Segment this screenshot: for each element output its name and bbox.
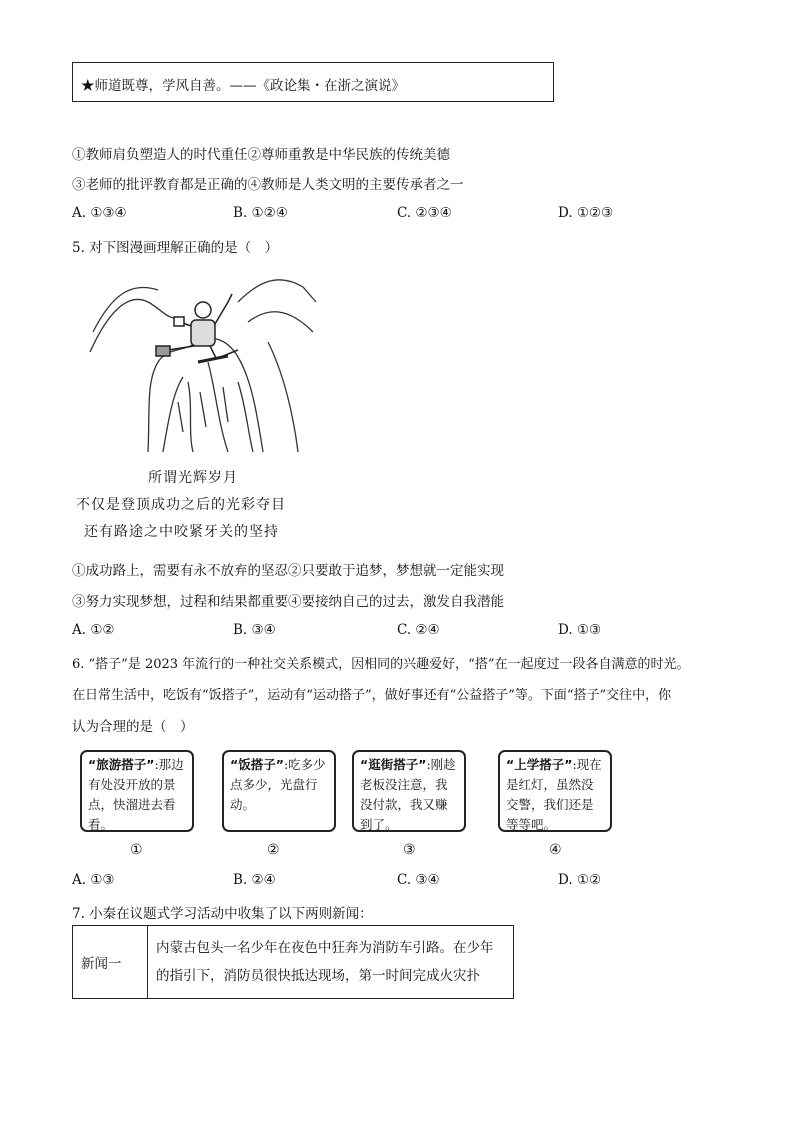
- cartoon-caption-3: 还有路途之中咬紧牙关的坚持: [84, 524, 279, 540]
- q7-stem: 7. 小秦在议题式学习活动中收集了以下两则新闻：: [72, 906, 373, 922]
- cartoon-caption-2: 不仅是登顶成功之后的光彩夺目: [76, 497, 286, 513]
- news-table: [72, 925, 514, 999]
- card-school-title: “上学搭子”: [506, 757, 573, 772]
- q6-stem-line-3: 认为合理的是（ ）: [72, 719, 194, 735]
- news-label: 新闻一: [73, 926, 148, 999]
- card-shopping-text: :刚趁老板没注意，我没付款，我又赚到了。: [360, 757, 456, 832]
- q5-option-a[interactable]: A. ①②: [72, 622, 115, 638]
- news-line-1: 内蒙古包头一名少年在夜色中狂奔为消防车引路。在少年: [156, 940, 494, 956]
- card-school-text: :现在是红灯，虽然没交警，我们还是等等吧。: [506, 757, 602, 832]
- card-shopping-title: “逛街搭子”: [360, 757, 427, 772]
- quote-text: ★师道既尊，学风自善。——《政论集・在浙之演说》: [81, 78, 405, 94]
- q6-stem-line-2: 在日常生活中，吃饭有“饭搭子”，运动有“运动搭子”，做好事还有“公益搭子”等。下面“搭子”交往中，你: [72, 688, 672, 703]
- q6-option-a[interactable]: A. ①③: [72, 872, 115, 888]
- q4-option-b[interactable]: B. ①②④: [233, 205, 288, 221]
- card-shopping-buddy: [352, 750, 466, 832]
- card-label-2: ②: [267, 842, 280, 858]
- q6-option-b[interactable]: B. ②④: [233, 872, 276, 888]
- card-meal-title: “饭搭子”: [230, 757, 284, 772]
- card-meal-text: :吃多少点多少，光盘行动。: [230, 757, 326, 812]
- q5-option-d[interactable]: D. ①③: [558, 622, 602, 638]
- cartoon-caption-1: 所谓光辉岁月: [148, 470, 238, 486]
- card-travel-title: “旅游搭子”: [88, 757, 155, 772]
- news-line-2: 的指引下，消防员很快抵达现场，第一时间完成火灾扑: [156, 968, 480, 984]
- q6-stem-line-1: 6. “搭子”是 2023 年流行的一种社交关系模式，因相同的兴趣爱好，“搭”在一起度过一段各自满意的时光。: [72, 657, 690, 672]
- card-travel-buddy: [80, 750, 194, 832]
- mountain-climber-cartoon: [88, 262, 318, 457]
- q5-statement-2: ③努力实现梦想，过程和结果都重要④要接纳自己的过去，激发自我潜能: [72, 594, 504, 610]
- card-label-3: ③: [403, 842, 416, 858]
- q5-option-c[interactable]: C. ②④: [397, 622, 440, 638]
- card-school-buddy: [498, 750, 612, 832]
- quote-box: [72, 62, 554, 102]
- news-content: [148, 926, 514, 999]
- q4-statement-2: ③老师的批评教育都是正确的④教师是人类文明的主要传承者之一: [72, 177, 464, 193]
- q4-option-c[interactable]: C. ②③④: [397, 205, 452, 221]
- card-travel-text: :那边有处没开放的景点，快溜进去看看。: [88, 757, 184, 832]
- q4-statement-1: ①教师肩负塑造人的时代重任②尊师重教是中华民族的传统美德: [72, 147, 450, 163]
- q6-option-c[interactable]: C. ③④: [397, 872, 440, 888]
- q5-stem: 5. 对下图漫画理解正确的是（ ）: [72, 240, 279, 256]
- q6-option-d[interactable]: D. ①②: [558, 872, 602, 888]
- q4-option-a[interactable]: A. ①③④: [72, 205, 127, 221]
- q4-option-d[interactable]: D. ①②③: [558, 205, 614, 221]
- card-label-4: ④: [549, 842, 562, 858]
- card-label-1: ①: [130, 842, 143, 858]
- q5-option-b[interactable]: B. ③④: [233, 622, 276, 638]
- q5-statement-1: ①成功路上，需要有永不放弃的坚忍②只要敢于追梦，梦想就一定能实现: [72, 563, 504, 579]
- card-meal-buddy: [222, 750, 336, 832]
